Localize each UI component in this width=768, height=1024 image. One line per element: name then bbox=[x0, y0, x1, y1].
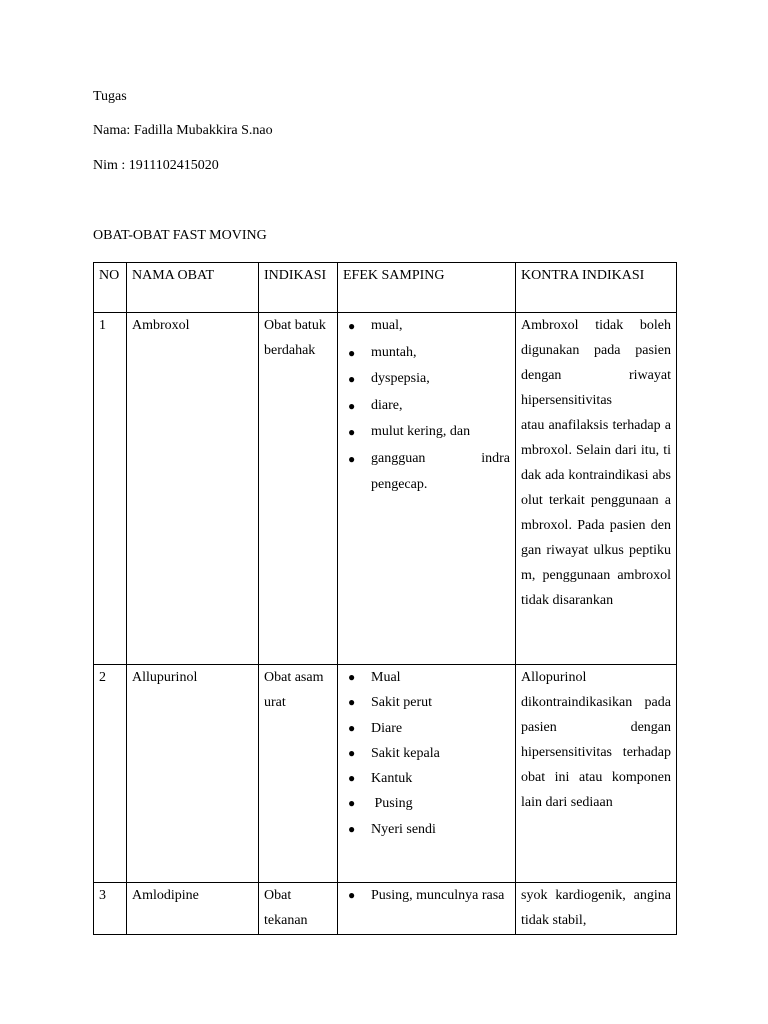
list-item: ● mulut kering, dan bbox=[348, 424, 471, 439]
column-header-no: NO bbox=[94, 263, 127, 313]
table-row bbox=[94, 665, 677, 883]
list-item: ● Pusing, munculnya rasa bbox=[348, 888, 505, 903]
cell-efek-samping bbox=[338, 313, 516, 665]
side-effect-list bbox=[343, 665, 510, 842]
side-effect-list bbox=[343, 313, 510, 499]
list-item: ● diare, bbox=[348, 397, 403, 413]
cell-no: 3 bbox=[94, 883, 127, 935]
cell-kontra-indikasi: Ambroxol tidak boleh digunakan pada pasien dengan riwayat hipersensitivitas atau anafilaksis terhadap ambroxol. Selain dari itu, tidak ada kontraindikasi absolut terkait penggunaan ambroxol. Pada pasien dengan riwayat ulkus peptikum, penggunaan ambroxol tidak disarankan bbox=[516, 313, 677, 665]
column-header-nama-obat: NAMA OBAT bbox=[127, 263, 259, 313]
section-title: OBAT-OBAT FAST MOVING bbox=[93, 228, 267, 243]
drug-table bbox=[93, 262, 677, 935]
column-header-efek-samping: EFEK SAMPING bbox=[338, 263, 516, 313]
list-item: ● Kantuk bbox=[348, 771, 413, 787]
column-header-kontra-indikasi: KONTRA INDIKASI bbox=[516, 263, 677, 313]
cell-no: 2 bbox=[94, 665, 127, 883]
table-header-row bbox=[94, 263, 677, 313]
cell-efek-samping bbox=[338, 883, 516, 935]
column-header-indikasi: INDIKASI bbox=[259, 263, 338, 313]
cell-nama-obat: Allupurinol bbox=[127, 665, 259, 883]
cell-efek-samping bbox=[338, 665, 516, 883]
cell-nama-obat: Ambroxol bbox=[127, 313, 259, 665]
cell-no: 1 bbox=[94, 313, 127, 665]
table-row bbox=[94, 313, 677, 665]
list-item: ● Sakit kepala bbox=[348, 745, 440, 761]
list-item: ● mual, bbox=[348, 318, 403, 333]
list-item: ● Nyeri sendi bbox=[348, 821, 436, 837]
side-effect-list bbox=[343, 883, 510, 908]
list-item: ● dyspepsia, bbox=[348, 371, 430, 386]
cell-kontra-indikasi: Allopurinol dikontraindikasikan pada pasien dengan hipersensitivitas terhadap obat ini atau komponen lain dari sediaan bbox=[516, 665, 677, 883]
list-item: ● Diare bbox=[348, 720, 403, 736]
student-id: Nim : 1911102415020 bbox=[93, 158, 219, 173]
cell-indikasi: Obat batuk berdahak bbox=[259, 313, 338, 665]
list-item: ● Mual bbox=[348, 670, 401, 685]
table-row bbox=[94, 883, 677, 935]
list-item: ● muntah, bbox=[348, 344, 417, 360]
assignment-label: Tugas bbox=[93, 89, 127, 104]
list-item: ● Sakit perut bbox=[348, 695, 433, 711]
student-name: Nama: Fadilla Mubakkira S.nao bbox=[93, 123, 273, 138]
list-item: ● gangguan indra pengecap. bbox=[348, 450, 510, 492]
cell-indikasi: Obat asam urat bbox=[259, 665, 338, 883]
cell-indikasi: Obat tekanan bbox=[259, 883, 338, 935]
cell-nama-obat: Amlodipine bbox=[127, 883, 259, 935]
list-item: ● Pusing bbox=[348, 796, 413, 812]
cell-kontra-indikasi: syok kardiogenik, angina tidak stabil, bbox=[516, 883, 677, 935]
